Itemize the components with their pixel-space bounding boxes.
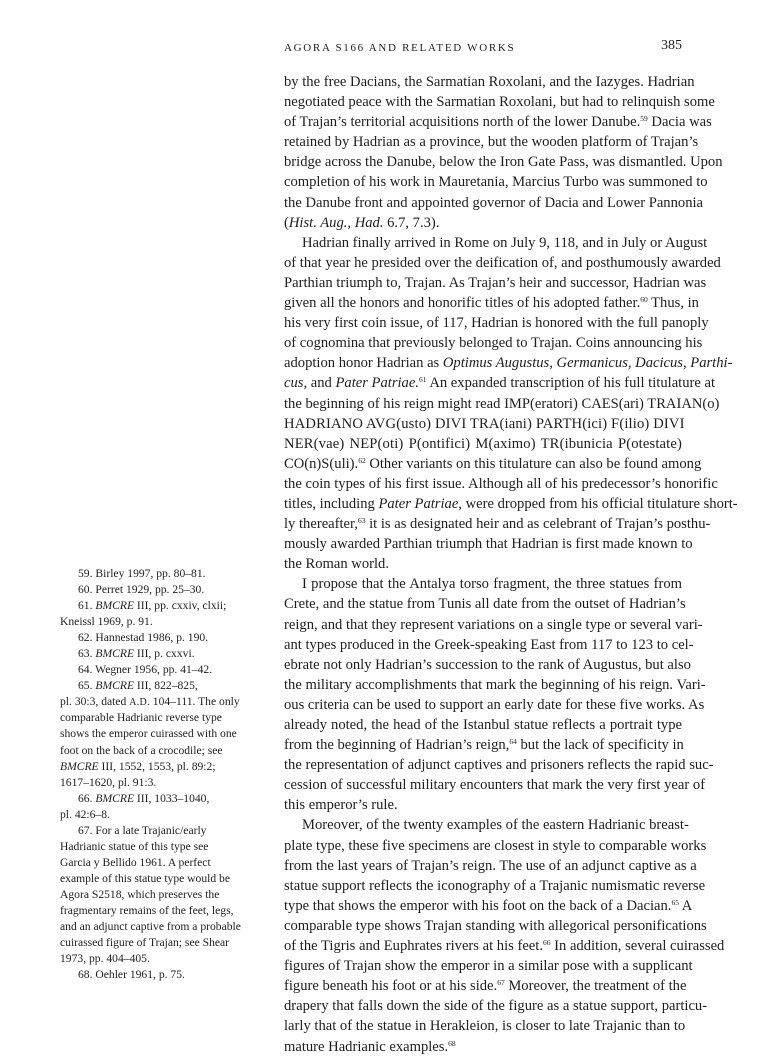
footnote-line: 59. Birley 1997, pp. 80–81. bbox=[78, 567, 206, 580]
footnote-line: cuirassed figure of Trajan; see Shear bbox=[60, 936, 230, 950]
text-line: by the free Dacians, the Sarmatian Roxolani, and the Iazyges. Hadrian bbox=[284, 74, 695, 90]
text-line: negotiated peace with the Sarmatian Roxolani, but had to relinquish some bbox=[284, 94, 715, 111]
text-line: (Hist. Aug., Had. 6.7, 7.3). bbox=[284, 214, 440, 231]
footnote-line: 68. Oehler 1961, p. 75. bbox=[78, 968, 185, 982]
text-line: titles, including Pater Patriae, were dropped from his official titulature short- bbox=[284, 495, 738, 512]
page-number: 385 bbox=[661, 38, 682, 53]
text-line: the beginning of his reign might read IMP(eratori) CAES(ari) TRAIAN(o) bbox=[284, 395, 720, 412]
text-line: from the beginning of Hadrian’s reign,$^{64}$ but the lack of specificity in bbox=[284, 737, 684, 754]
footnote-line: foot on the back of a crocodile; see bbox=[60, 743, 223, 757]
footnote-line: 61. BMCRE III, pp. cxxiv, clxii; bbox=[78, 599, 227, 613]
text-line: adoption honor Hadrian as Optimus Augustus, Germanicus, Dacicus, Parthi- bbox=[284, 355, 733, 372]
text-line: from the last years of Trajan’s reign. The use of an adjunct captive as a bbox=[284, 857, 697, 874]
text-line: CO(n)S(uli).$^{62}$ Other variants on this titulature can also be found among bbox=[284, 455, 702, 472]
footnote-ref: 65 bbox=[671, 897, 679, 907]
footnote-line: 60. Perret 1929, pp. 25–30. bbox=[78, 583, 205, 597]
footnote-line: fragmentary remains of the feet, legs, bbox=[60, 903, 234, 917]
text-line: NER(vae) NEP(oti) P(ontifici) M(aximo) TR(ibunicia P(otestate) bbox=[284, 435, 682, 452]
footnote-line: 62. Hannestad 1986, p. 190. bbox=[78, 631, 209, 645]
text-line: of the Tigris and Euphrates rivers at his feet.$^{66}$ In addition, several cuirassed bbox=[284, 938, 725, 955]
footnote-line: example of this statue type would be bbox=[60, 871, 231, 885]
text-line: ly thereafter,$^{63}$ it is as designated heir and as celebrant of Trajan’s posthu- bbox=[284, 516, 711, 533]
footnote-line: 1617–1620, pl. 91:3. bbox=[60, 775, 157, 789]
footnote-line: comparable Hadrianic reverse type bbox=[60, 711, 222, 725]
footnote-line: 63. BMCRE III, p. cxxvi. bbox=[78, 647, 195, 661]
text-line: type that shows the emperor with his foot on the back of a Dacian.$^{65}$ A bbox=[284, 897, 693, 914]
footnote-ref: 67 bbox=[497, 978, 505, 988]
text-line: larly that of the statue in Herakleion, is closer to late Trajanic than to bbox=[284, 1018, 686, 1035]
text-line: retained by Hadrian as a province, but the wooden platform of Trajan’s bbox=[284, 134, 699, 151]
text-line: Parthian triumph to, Trajan. As Trajan’s heir and successor, Hadrian was bbox=[284, 274, 707, 291]
text-line: completion of his work in Mauretania, Marcius Turbo was summoned to bbox=[284, 174, 708, 191]
footnote-ref: 62 bbox=[358, 455, 366, 465]
footnote-ref: 60 bbox=[640, 295, 648, 305]
footnote-line: and an adjunct captive from a probable bbox=[60, 920, 241, 934]
text-line: ebrate not only Hadrian’s succession to the rank of Augustus, but also bbox=[284, 656, 691, 673]
running-header bbox=[284, 38, 682, 58]
footnote-line: 1973, pp. 404–405. bbox=[60, 952, 150, 966]
footnote-line: Garcia y Bellido 1961. A perfect bbox=[60, 855, 211, 869]
footnote-line: shows the emperor cuirassed with one bbox=[60, 727, 237, 741]
text-line: comparable type shows Trajan standing with allegorical personifications bbox=[284, 917, 707, 934]
text-line: plate type, these five specimens are closest in style to comparable works bbox=[284, 837, 707, 854]
text-line: the Danube front and appointed governor of Dacia and Lower Pannonia bbox=[284, 194, 704, 211]
footnote-line: 65. BMCRE III, 822–825, bbox=[78, 679, 198, 693]
text-line: HADRIANO AVG(usto) DIVI TRA(iani) PARTH(ici) F(ilio) DIVI bbox=[284, 415, 685, 432]
footnote-line: pl. 30:3, dated A.D. 104–111. The only bbox=[60, 695, 240, 709]
footnote-line: pl. 42:6–8. bbox=[60, 807, 110, 821]
footnote-line: BMCRE III, 1552, 1553, pl. 89:2; bbox=[60, 759, 216, 773]
footnote-line: 66. BMCRE III, 1033–1040, bbox=[78, 791, 210, 805]
main-text-column bbox=[284, 72, 738, 1057]
footnote-ref: 63 bbox=[357, 516, 366, 526]
text-line: of cognomina that previously belonged to Trajan. Coins announcing his bbox=[284, 335, 703, 352]
footnote-line: Agora S2518, which preserves the bbox=[60, 887, 220, 901]
text-line: figures of Trajan show the emperor in a similar pose with a supplicant bbox=[284, 958, 693, 975]
footnote-ref: 64 bbox=[509, 737, 517, 747]
footnote-ref: 68 bbox=[448, 1038, 456, 1048]
text-line: this emperor’s rule. bbox=[284, 797, 398, 814]
text-line: Moreover, of the twenty examples of the eastern Hadrianic breast- bbox=[302, 817, 689, 834]
footnotes-column bbox=[60, 566, 266, 983]
footnote-ref: 66 bbox=[543, 938, 551, 948]
text-line: the coin types of his first issue. Although all of his predecessor’s honorific bbox=[284, 475, 718, 492]
text-line: of that year he presided over the deification of, and posthumously awarded bbox=[284, 254, 721, 271]
footnote-line: 64. Wegner 1956, pp. 41–42. bbox=[78, 663, 213, 677]
text-line: cession of successful military encounters that mark the very first year of bbox=[284, 777, 706, 794]
footnote-ref: 61 bbox=[418, 375, 427, 385]
footnote-ref: 59 bbox=[640, 114, 648, 124]
text-line: his very first coin issue, of 117, Hadrian is honored with the full panoply bbox=[284, 315, 709, 332]
text-line: the military accomplishments that mark the beginning of his reign. Vari- bbox=[284, 676, 706, 693]
text-line: I propose that the Antalya torso fragment, the three statues from bbox=[302, 576, 682, 593]
running-title: AGORA S166 AND RELATED WORKS bbox=[284, 42, 516, 54]
footnote-line: Kneissl 1969, p. 91. bbox=[60, 615, 153, 629]
text-line: the Roman world. bbox=[284, 556, 389, 573]
text-line: the representation of adjunct captives and prisoners reflects the rapid suc- bbox=[284, 757, 714, 774]
text-line: mously awarded Parthian triumph that Hadrian is first made known to bbox=[284, 536, 693, 553]
text-line: of Trajan’s territorial acquisitions north of the lower Danube.$^{59}$ Dacia was bbox=[284, 114, 712, 131]
text-line: Crete, and the statue from Tunis all date from the outset of Hadrian’s bbox=[284, 596, 686, 613]
text-line: bridge across the Danube, below the Iron Gate Pass, was dismantled. Upon bbox=[284, 154, 723, 171]
text-line: reign, and that they represent variations on a single type or several vari- bbox=[284, 616, 703, 633]
text-line: statue support reflects the iconography of a Trajanic numismatic reverse bbox=[284, 877, 706, 894]
text-line: given all the honors and honorific titles of his adopted father.$^{60}$ Thus, in bbox=[284, 295, 699, 312]
text-line: cus, and Pater Patriae.$^{61}$ An expanded transcription of his full titulature at bbox=[284, 375, 716, 392]
footnote-line: Hadrianic statue of this type see bbox=[60, 839, 209, 853]
text-line: ant types produced in the Greek-speaking East from 117 to 123 to cel- bbox=[284, 636, 694, 653]
text-line: figure beneath his foot or at his side.$^{67}$ Moreover, the treatment of the bbox=[284, 978, 687, 995]
text-line: drapery that falls down the side of the figure as a statue support, particu- bbox=[284, 998, 708, 1015]
text-line: already noted, the head of the Istanbul statue reflects a portrait type bbox=[284, 717, 682, 733]
text-line: Hadrian finally arrived in Rome on July 9, 118, and in July or August bbox=[302, 234, 708, 251]
text-line: mature Hadrianic examples.$^{68}$ bbox=[284, 1038, 456, 1055]
footnote-line: 67. For a late Trajanic/early bbox=[78, 823, 207, 837]
text-line: ous criteria can be used to support an early date for these five works. As bbox=[284, 696, 705, 713]
